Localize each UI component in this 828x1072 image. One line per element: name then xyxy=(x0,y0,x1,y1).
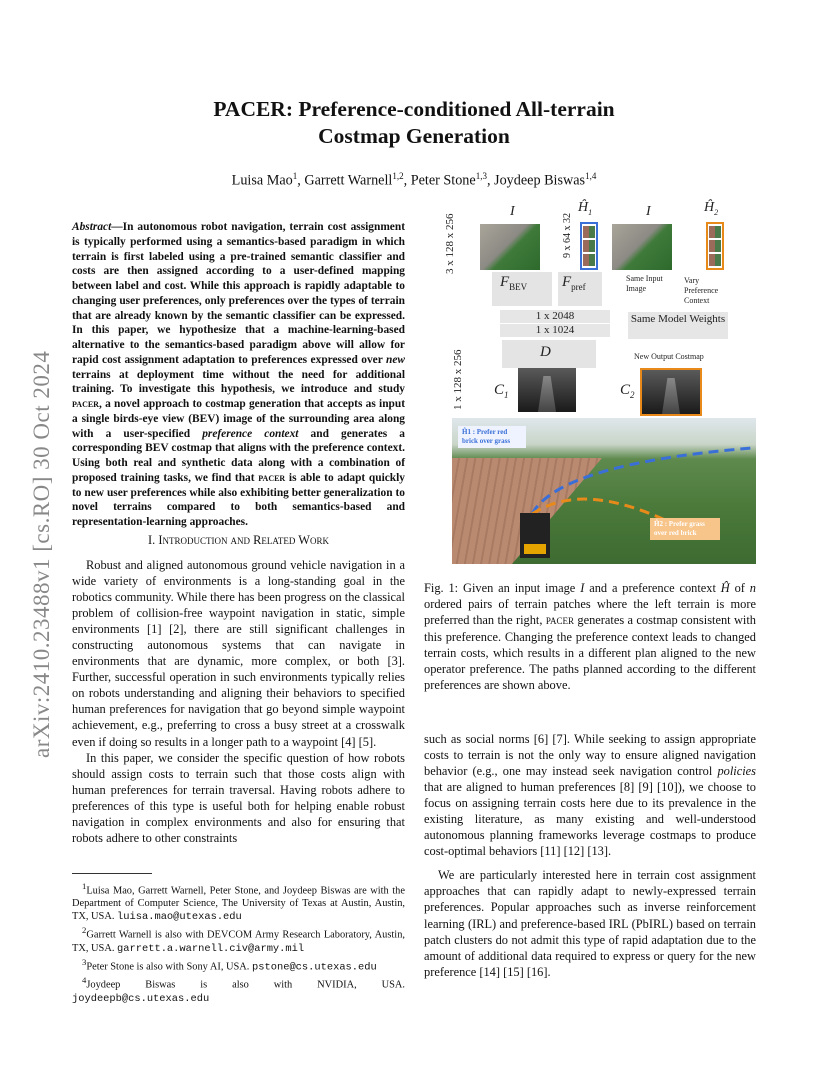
author-name: Joydeep Biswas xyxy=(494,172,586,189)
vector-2048: 1 x 2048 xyxy=(500,310,610,323)
dim-label-top: 3 x 128 x 256 xyxy=(444,213,456,274)
vector-1024: 1 x 1024 xyxy=(500,324,610,337)
author-affil: 1,3 xyxy=(475,171,487,181)
footnote: $^4$Joydeep Biswas is also with NVIDIA, USA. joydeepb@cs.utexas.edu xyxy=(72,975,405,1005)
author-affil: 1,2 xyxy=(392,171,404,181)
label-f-bev: $F_{BEV}$ xyxy=(500,274,528,292)
same-input-note: Same Input Image xyxy=(626,274,663,293)
author-affil: 1 xyxy=(292,171,298,181)
section-heading: I. Introduction and Related Work xyxy=(148,533,329,547)
robot xyxy=(520,513,550,558)
footnote: $^2$Garrett Warnell is also with DEVCOM Army Research Laboratory, Austin, TX, USA. garrett.a.warnell.civ@army.mil xyxy=(72,925,405,955)
abstract-acronym: pacer xyxy=(72,398,99,410)
title-line2: Costmap Generation xyxy=(318,124,510,148)
new-output-note: New Output Costmap xyxy=(634,352,704,361)
label-C1: $C_1$ xyxy=(494,382,509,400)
note-h2: Ĥ2 : Prefer grass over red brick xyxy=(650,518,720,540)
dim-label-pref: 9 x 64 x 32 xyxy=(562,213,573,258)
label-I: I xyxy=(510,204,515,219)
right-column-body xyxy=(424,731,756,980)
author-list: Luisa Mao$^1$, Garrett Warnell$^{1,2}$, Peter Stone$^{1,3}$, Joydeep Biswas$^{1,4}$ xyxy=(231,171,597,189)
footnote: $^3$Peter Stone is also with Sony AI, USA. pstone@cs.utexas.edu xyxy=(82,956,377,974)
paper-title xyxy=(0,96,828,150)
label-H2: $Ĥ_2$ xyxy=(704,200,719,217)
costmap-1 xyxy=(518,368,576,412)
email-link[interactable]: garrett.a.warnell.civ@army.mil xyxy=(117,942,305,955)
author-name: Peter Stone xyxy=(410,172,476,189)
paragraph: Robust and aligned autonomous ground vehicle navigation in a wide variety of environments is a long-standing goal in the robotics community. While there has been progress on the classical problem of collision-free waypoint navigation in static, simple environments [1] [2], there are still significant challenges in constructing autonomous systems that can navigate in environments that are dynamic, more complex, or both [3]. Further, successful operation in such environments typically relies on robots understanding and aligning their behaviors to specified human preferences for navigation that go beyond simple waypoint achievement, e.g., preferring to cross a busy street at a crosswalk even if doing so results in a longer path to a waypoint [4] [5]. xyxy=(72,558,405,749)
label-H1: $Ĥ_1$ xyxy=(578,200,593,217)
title-acronym: PACER xyxy=(213,97,286,121)
author-name: Garrett Warnell xyxy=(304,172,393,189)
abstract-label: Abstract xyxy=(72,221,112,233)
label-D: D xyxy=(540,344,551,360)
label-I-2: I xyxy=(646,204,651,219)
abstract xyxy=(72,220,405,530)
footnote-rule xyxy=(72,873,152,874)
intro-body xyxy=(72,557,405,846)
costmap-2 xyxy=(640,368,702,416)
paragraph: In this paper, we consider the specific question of how robots should assign costs to terrain such that those costs align with human preferences for terrain traversal. Having robots adhere to preferences of this type is useful both for helping enable robust navigation in complex environments and also for ensuring that robots adhere to other constraints xyxy=(72,750,405,845)
figure-1 xyxy=(444,196,756,564)
robot-photo xyxy=(452,418,756,564)
input-image-thumb xyxy=(480,224,540,270)
arxiv-identifier: arXiv:2410.23488v1 [cs.RO] 30 Oct 2024 xyxy=(29,350,54,758)
title-line1: : Preference-conditioned All-terrain xyxy=(285,97,615,121)
input-image-thumb xyxy=(612,224,672,270)
abstract-emph: new xyxy=(386,353,405,366)
footnotes xyxy=(72,880,405,1006)
abstract-text: is able to adapt quickly to new user preferences while also exhibiting better generalization to novel terrains compared to both semantics-based and representation-learning approaches. xyxy=(72,471,406,528)
label-C2: $C_2$ xyxy=(620,382,635,400)
footnote: $^1$Luisa Mao, Garrett Warnell, Peter Stone, and Joydeep Biswas are with the Department of Computer Science, The University of Texas at Austin, Austin, TX, USA. luisa.mao@utexas.edu xyxy=(72,881,405,924)
abstract-text: —In autonomous robot navigation, terrain cost assignment is typically performed using a semantics-based paradigm in which terrain is first labeled using a pre-trained semantic classifier and costs are then assigned according to a user-defined mapping between label and cost. While this approach is rapidly adaptable to changing user preferences, only preferences over the types of terrain that are already known by the semantic classifier can be expressed. In this paper, we hypothesize that a machine-learning-based alternative to the semantics-based paradigm above will allow for rapid cost assignment adaptation to preferences expressed over xyxy=(72,221,405,366)
abstract-text: terrains at deployment time without the need for additional training. To investigate this hypothesis, we introduce and study xyxy=(72,368,405,396)
paragraph: such as social norms [6] [7]. While seeking to assign appropriate costs to terrain is not the only way to ensure aligned navigation behavior (e.g., one may instead seek navigation control policies that are aligned to human preferences [8] [9] [10]), we choose to focus on assigning terrain costs here due to its prevalence in the existing literature, as many existing and well-understood autonomous planning frameworks leverage costmaps to produce cost-optimal behaviors [11] [12] [13]. xyxy=(424,732,756,859)
abstract-text: , a novel approach to costmap generation that accepts as input a single birds-eye view (BEV) image of the surrounding area along with a user-specified xyxy=(72,398,405,440)
figure-caption: Fig. 1: Given an input image I and a preference context Ĥ of n ordered pairs of terrain patches where the left terrain is more preferred than the right, pacer generates a costmap consistent with this preference. Changing the preference context leads to changed terrain costs, which results in a different plan aligned to the new operator preference. The paths planned according to the different preferences are shown above. xyxy=(424,581,756,693)
paragraph: We are particularly interested here in terrain cost assignment approaches that can rapidly adapt to newly-expressed terrain preferences. Popular approaches such as inverse reinforcement learning (IRL) and preference-based IRL (PbIRL) based on terrain patch clusters do not admit this type of rapid adaptation due to the amount of additional data required to express or query for the new preference [14] [15] [16]. xyxy=(424,868,756,979)
note-h1: Ĥ1 : Prefer red brick over grass xyxy=(458,426,526,448)
same-model-weights: Same Model Weights xyxy=(628,312,728,339)
vary-pref-note: Vary Preference Context xyxy=(684,276,719,305)
author-affil: 1,4 xyxy=(585,171,597,181)
abstract-text: and generates a corresponding BEV costmap that aligns with the preference context. Using both real and synthetic data along with a combination of proposed training tasks, we find that xyxy=(72,427,405,484)
email-link[interactable]: luisa.mao@utexas.edu xyxy=(117,911,242,924)
email-link[interactable]: pstone@cs.utexas.edu xyxy=(252,961,377,974)
preference-context-1 xyxy=(580,222,598,270)
abstract-acronym: pacer xyxy=(258,471,286,484)
abstract-emph: preference context xyxy=(202,427,299,440)
author-name: Luisa Mao xyxy=(231,172,293,189)
email-link[interactable]: joydeepb@cs.utexas.edu xyxy=(72,992,210,1005)
preference-context-2 xyxy=(706,222,724,270)
label-f-pref: $F_{pref}$ xyxy=(562,274,586,292)
dim-label-bottom: 1 x 128 x 256 xyxy=(452,349,464,410)
